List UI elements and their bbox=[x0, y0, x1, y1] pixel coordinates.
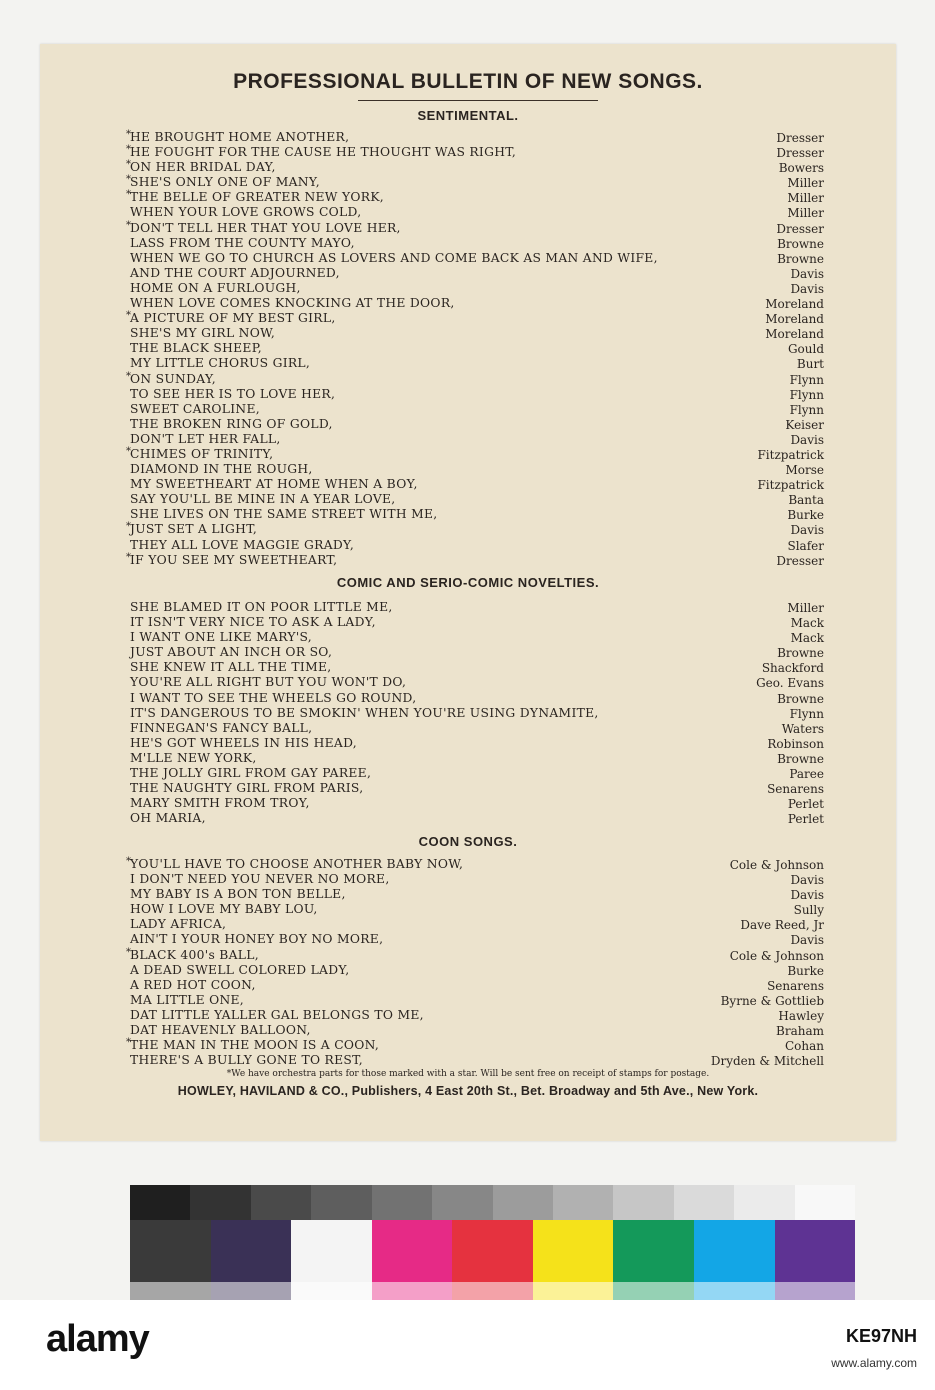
song-title: A RED HOT COON, bbox=[130, 977, 256, 992]
song-composer: Shackford bbox=[761, 661, 824, 676]
gray-swatch bbox=[674, 1185, 734, 1220]
song-composer: Burke bbox=[787, 963, 824, 978]
orchestra-star-icon: * bbox=[126, 551, 132, 563]
song-title: SHE LIVES ON THE SAME STREET WITH ME, bbox=[130, 507, 438, 522]
song-row bbox=[126, 1037, 824, 1054]
song-title: ON SUNDAY, bbox=[130, 371, 216, 386]
song-composer: Browne bbox=[777, 646, 824, 661]
page-title: PROFESSIONAL BULLETIN OF NEW SONGS. bbox=[233, 70, 703, 93]
song-row bbox=[130, 492, 824, 507]
song-row bbox=[126, 144, 824, 161]
song-row bbox=[126, 219, 824, 236]
song-composer: Fitzpatrick bbox=[757, 447, 824, 462]
song-row bbox=[130, 341, 824, 356]
color-swatch bbox=[130, 1220, 211, 1300]
gray-swatch bbox=[734, 1185, 794, 1220]
song-row bbox=[130, 902, 824, 917]
song-composer: Davis bbox=[790, 933, 824, 948]
song-composer: Dave Reed, Jr bbox=[740, 918, 824, 933]
gray-swatch bbox=[493, 1185, 553, 1220]
song-list bbox=[126, 129, 824, 568]
gray-swatch bbox=[190, 1185, 250, 1220]
song-row bbox=[130, 417, 824, 432]
song-row bbox=[130, 993, 824, 1008]
orchestra-star-icon: * bbox=[126, 856, 132, 867]
song-composer: Byrne & Gottlieb bbox=[720, 993, 824, 1008]
song-title: LASS FROM THE COUNTY MAYO, bbox=[130, 235, 355, 250]
song-title: YOU'RE ALL RIGHT BUT YOU WON'T DO, bbox=[130, 675, 407, 690]
song-title: THE NAUGHTY GIRL FROM PARIS, bbox=[130, 781, 364, 796]
song-composer: Browne bbox=[777, 251, 824, 266]
grayscale-strip bbox=[130, 1185, 855, 1220]
song-row bbox=[130, 630, 824, 645]
song-row bbox=[130, 978, 824, 993]
song-title: FINNEGAN'S FANCY BALL, bbox=[130, 720, 313, 735]
orchestra-star-icon: * bbox=[126, 189, 132, 201]
song-title: MY BABY IS A BON TON BELLE, bbox=[130, 887, 346, 902]
song-row bbox=[130, 887, 824, 902]
song-title: WHEN LOVE COMES KNOCKING AT THE DOOR, bbox=[130, 296, 455, 311]
song-composer: Braham bbox=[776, 1024, 824, 1039]
song-title: M'LLE NEW YORK, bbox=[130, 750, 257, 765]
song-composer: Geo. Evans bbox=[756, 676, 824, 691]
song-composer: Perlet bbox=[787, 797, 824, 812]
song-title: TO SEE HER IS TO LOVE HER, bbox=[130, 386, 336, 401]
song-title: IT'S DANGEROUS TO BE SMOKIN' WHEN YOU'RE USING DYNAMITE, bbox=[130, 705, 599, 720]
song-composer: Robinson bbox=[767, 736, 824, 751]
song-composer: Waters bbox=[781, 721, 824, 736]
song-title: IT ISN'T VERY NICE TO ASK A LADY, bbox=[130, 615, 376, 630]
song-composer: Burke bbox=[787, 508, 824, 523]
song-composer: Burt bbox=[796, 357, 824, 372]
song-composer: Miller bbox=[787, 601, 824, 615]
song-composer: Davis bbox=[790, 873, 824, 888]
song-row bbox=[130, 751, 824, 766]
gray-swatch bbox=[130, 1185, 190, 1220]
song-composer: Davis bbox=[790, 266, 824, 281]
song-row bbox=[126, 370, 824, 387]
footnote: *We have orchestra parts for those marked with a star. Will be sent free on receipt of stamps for postage. bbox=[226, 1069, 710, 1079]
song-row bbox=[130, 706, 824, 721]
song-title: THERE'S A BULLY GONE TO REST, bbox=[130, 1053, 364, 1068]
color-swatch bbox=[613, 1220, 694, 1300]
song-row bbox=[130, 796, 824, 811]
gray-swatch bbox=[251, 1185, 311, 1220]
song-composer: Dresser bbox=[776, 553, 824, 568]
song-row bbox=[130, 462, 824, 477]
song-row bbox=[130, 600, 824, 615]
song-title: MA LITTLE ONE, bbox=[130, 992, 245, 1007]
song-title: AIN'T I YOUR HONEY BOY NO MORE, bbox=[130, 932, 384, 947]
song-composer: Browne bbox=[777, 691, 824, 706]
song-composer: Morse bbox=[785, 463, 824, 478]
song-row bbox=[130, 205, 824, 220]
song-title: IF YOU SEE MY SWEETHEART, bbox=[130, 552, 338, 567]
song-composer: Dresser bbox=[776, 221, 824, 236]
song-composer: Flynn bbox=[789, 706, 824, 721]
song-row bbox=[130, 660, 824, 675]
song-row bbox=[130, 402, 824, 417]
song-title: SAY YOU'LL BE MINE IN A YEAR LOVE, bbox=[130, 492, 396, 507]
song-composer: Paree bbox=[789, 767, 824, 782]
song-row bbox=[130, 281, 824, 296]
song-title: SHE KNEW IT ALL THE TIME, bbox=[130, 660, 332, 675]
song-row bbox=[130, 296, 824, 311]
song-composer: Mack bbox=[790, 616, 824, 631]
color-strip bbox=[130, 1220, 855, 1300]
song-row bbox=[126, 129, 824, 145]
song-composer: Davis bbox=[790, 523, 824, 538]
song-composer: Sully bbox=[793, 903, 824, 918]
song-row bbox=[126, 521, 824, 538]
song-title: OH MARIA, bbox=[130, 811, 206, 826]
song-row bbox=[130, 615, 824, 630]
song-row bbox=[130, 1053, 824, 1068]
song-row bbox=[130, 766, 824, 781]
color-swatch bbox=[775, 1220, 856, 1300]
song-row bbox=[126, 445, 824, 462]
song-title: DIAMOND IN THE ROUGH, bbox=[130, 462, 313, 477]
orchestra-star-icon: * bbox=[126, 370, 132, 382]
song-row bbox=[126, 174, 824, 191]
song-row bbox=[130, 691, 824, 706]
song-row bbox=[130, 781, 824, 796]
gray-swatch bbox=[311, 1185, 371, 1220]
song-title: I DON'T NEED YOU NEVER NO MORE, bbox=[130, 872, 390, 887]
song-row bbox=[130, 675, 824, 690]
song-title: DAT HEAVENLY BALLOON, bbox=[130, 1023, 311, 1038]
song-title: MY LITTLE CHORUS GIRL, bbox=[130, 356, 311, 371]
song-title: HE FOUGHT FOR THE CAUSE HE THOUGHT WAS RIGHT, bbox=[130, 145, 517, 160]
song-row bbox=[130, 326, 824, 341]
song-title: LADY AFRICA, bbox=[130, 917, 227, 932]
song-composer: Senarens bbox=[767, 782, 824, 797]
song-row bbox=[126, 946, 824, 963]
song-composer: Mack bbox=[790, 631, 824, 646]
song-row bbox=[130, 356, 824, 371]
song-list bbox=[130, 600, 824, 826]
song-composer: Slafer bbox=[787, 538, 824, 553]
gray-swatch bbox=[795, 1185, 855, 1220]
song-row bbox=[130, 645, 824, 660]
song-row bbox=[130, 1008, 824, 1023]
song-composer: Cohan bbox=[784, 1039, 824, 1054]
song-composer: Flynn bbox=[789, 402, 824, 417]
orchestra-star-icon: * bbox=[126, 159, 132, 171]
song-title: YOU'LL HAVE TO CHOOSE ANOTHER BABY NOW, bbox=[130, 857, 464, 871]
song-title: BLACK 400's BALL, bbox=[130, 947, 259, 962]
song-title: SHE BLAMED IT ON POOR LITTLE ME, bbox=[130, 600, 393, 614]
color-swatch bbox=[211, 1220, 292, 1300]
song-title: I WANT TO SEE THE WHEELS GO ROUND, bbox=[130, 690, 417, 705]
song-row bbox=[126, 189, 824, 206]
song-composer: Miller bbox=[787, 191, 824, 206]
gray-swatch bbox=[372, 1185, 432, 1220]
song-row bbox=[130, 721, 824, 736]
section-heading: COMIC AND SERIO-COMIC NOVELTIES. bbox=[336, 575, 600, 590]
song-title: WHEN WE GO TO CHURCH AS LOVERS AND COME BACK AS MAN AND WIFE, bbox=[130, 250, 658, 265]
song-row bbox=[130, 872, 824, 887]
orchestra-star-icon: * bbox=[126, 129, 132, 140]
orchestra-star-icon: * bbox=[126, 521, 132, 533]
song-composer: Browne bbox=[777, 751, 824, 766]
song-row bbox=[130, 477, 824, 492]
orchestra-star-icon: * bbox=[126, 310, 132, 322]
song-row bbox=[126, 551, 824, 568]
song-composer: Miller bbox=[787, 206, 824, 221]
song-composer: Davis bbox=[790, 888, 824, 903]
song-title: A DEAD SWELL COLORED LADY, bbox=[130, 962, 350, 977]
song-title: SWEET CAROLINE, bbox=[130, 401, 260, 416]
song-title: THE BLACK SHEEP, bbox=[130, 341, 262, 356]
song-title: MARY SMITH FROM TROY, bbox=[130, 796, 310, 811]
orchestra-star-icon: * bbox=[126, 946, 132, 958]
song-title: JUST ABOUT AN INCH OR SO, bbox=[130, 645, 333, 660]
song-title: THE MAN IN THE MOON IS A COON, bbox=[130, 1038, 380, 1053]
song-composer: Cole & Johnson bbox=[729, 858, 824, 872]
song-row bbox=[130, 236, 824, 251]
song-composer: Hawley bbox=[778, 1008, 824, 1023]
song-composer: Perlet bbox=[787, 812, 824, 827]
song-row bbox=[130, 507, 824, 522]
song-row bbox=[126, 159, 824, 176]
gray-swatch bbox=[432, 1185, 492, 1220]
song-composer: Moreland bbox=[765, 312, 824, 327]
song-title: THE JOLLY GIRL FROM GAY PAREE, bbox=[130, 766, 372, 781]
section-heading: COON SONGS. bbox=[418, 834, 518, 849]
color-calibration-chart bbox=[130, 1185, 855, 1300]
song-row bbox=[130, 811, 824, 826]
song-title: DON'T TELL HER THAT YOU LOVE HER, bbox=[130, 220, 401, 235]
song-composer: Dryden & Mitchell bbox=[710, 1054, 824, 1069]
song-row bbox=[126, 856, 824, 872]
song-title: SHE'S MY GIRL NOW, bbox=[130, 326, 276, 341]
song-title: MY SWEETHEART AT HOME WHEN A BOY, bbox=[130, 477, 418, 492]
song-composer: Davis bbox=[790, 432, 824, 447]
song-composer: Dresser bbox=[776, 146, 824, 161]
color-swatch bbox=[694, 1220, 775, 1300]
song-title: A PICTURE OF MY BEST GIRL, bbox=[130, 311, 336, 326]
song-composer: Banta bbox=[788, 493, 824, 508]
song-composer: Flynn bbox=[789, 372, 824, 387]
section-heading: SENTIMENTAL. bbox=[417, 108, 519, 123]
song-row bbox=[130, 251, 824, 266]
orchestra-star-icon: * bbox=[126, 1037, 132, 1049]
gray-swatch bbox=[553, 1185, 613, 1220]
song-title: CHIMES OF TRINITY, bbox=[130, 446, 274, 461]
image-id: KE97NH bbox=[845, 1326, 917, 1346]
orchestra-star-icon: * bbox=[126, 174, 132, 186]
watermark-url: www.alamy.com bbox=[831, 1356, 917, 1370]
song-title: I WANT ONE LIKE MARY'S, bbox=[130, 630, 313, 645]
song-composer: Gould bbox=[787, 342, 824, 357]
orchestra-star-icon: * bbox=[126, 445, 132, 457]
song-composer: Davis bbox=[790, 281, 824, 296]
song-title: JUST SET A LIGHT, bbox=[130, 522, 258, 537]
watermark-logo: alamy bbox=[46, 1318, 149, 1360]
color-swatch bbox=[533, 1220, 614, 1300]
song-title: AND THE COURT ADJOURNED, bbox=[130, 265, 340, 280]
song-row bbox=[130, 917, 824, 932]
song-composer: Fitzpatrick bbox=[757, 478, 824, 493]
song-composer: Senarens bbox=[767, 978, 824, 993]
song-composer: Browne bbox=[777, 236, 824, 251]
publisher-line: HOWLEY, HAVILAND & CO., Publishers, 4 East 20th St., Bet. Broadway and 5th Ave., New York. bbox=[177, 1084, 759, 1098]
song-row bbox=[130, 1023, 824, 1038]
title-rule bbox=[358, 100, 598, 101]
song-row bbox=[130, 963, 824, 978]
song-row bbox=[130, 932, 824, 947]
song-title: HE BROUGHT HOME ANOTHER, bbox=[130, 130, 350, 144]
song-title: ON HER BRIDAL DAY, bbox=[130, 160, 276, 175]
song-title: HOME ON A FURLOUGH, bbox=[130, 280, 301, 295]
song-title: THEY ALL LOVE MAGGIE GRADY, bbox=[130, 537, 355, 552]
song-title: DON'T LET HER FALL, bbox=[130, 431, 281, 446]
song-composer: Miller bbox=[787, 176, 824, 191]
song-row bbox=[130, 387, 824, 402]
color-swatch bbox=[291, 1220, 372, 1300]
song-title: THE BROKEN RING OF GOLD, bbox=[130, 416, 333, 431]
song-row bbox=[130, 736, 824, 751]
song-composer: Flynn bbox=[789, 387, 824, 402]
gray-swatch bbox=[613, 1185, 673, 1220]
song-list bbox=[126, 856, 824, 1069]
song-title: SHE'S ONLY ONE OF MANY, bbox=[130, 175, 320, 190]
color-swatch bbox=[452, 1220, 533, 1300]
song-title: HE'S GOT WHEELS IN HIS HEAD, bbox=[130, 735, 357, 750]
song-composer: Moreland bbox=[765, 327, 824, 342]
song-row bbox=[126, 310, 824, 327]
song-row bbox=[130, 538, 824, 553]
song-composer: Cole & Johnson bbox=[729, 948, 824, 963]
song-title: DAT LITTLE YALLER GAL BELONGS TO ME, bbox=[130, 1007, 424, 1022]
orchestra-star-icon: * bbox=[126, 219, 132, 231]
color-swatch bbox=[372, 1220, 453, 1300]
song-title: WHEN YOUR LOVE GROWS COLD, bbox=[130, 205, 362, 220]
song-composer: Dresser bbox=[776, 131, 824, 145]
song-composer: Moreland bbox=[765, 297, 824, 312]
song-row bbox=[130, 432, 824, 447]
orchestra-star-icon: * bbox=[126, 144, 132, 156]
song-row bbox=[130, 266, 824, 281]
song-composer: Keiser bbox=[785, 417, 824, 432]
song-title: HOW I LOVE MY BABY LOU, bbox=[130, 902, 318, 917]
song-composer: Bowers bbox=[778, 161, 824, 176]
song-title: THE BELLE OF GREATER NEW YORK, bbox=[130, 190, 385, 205]
